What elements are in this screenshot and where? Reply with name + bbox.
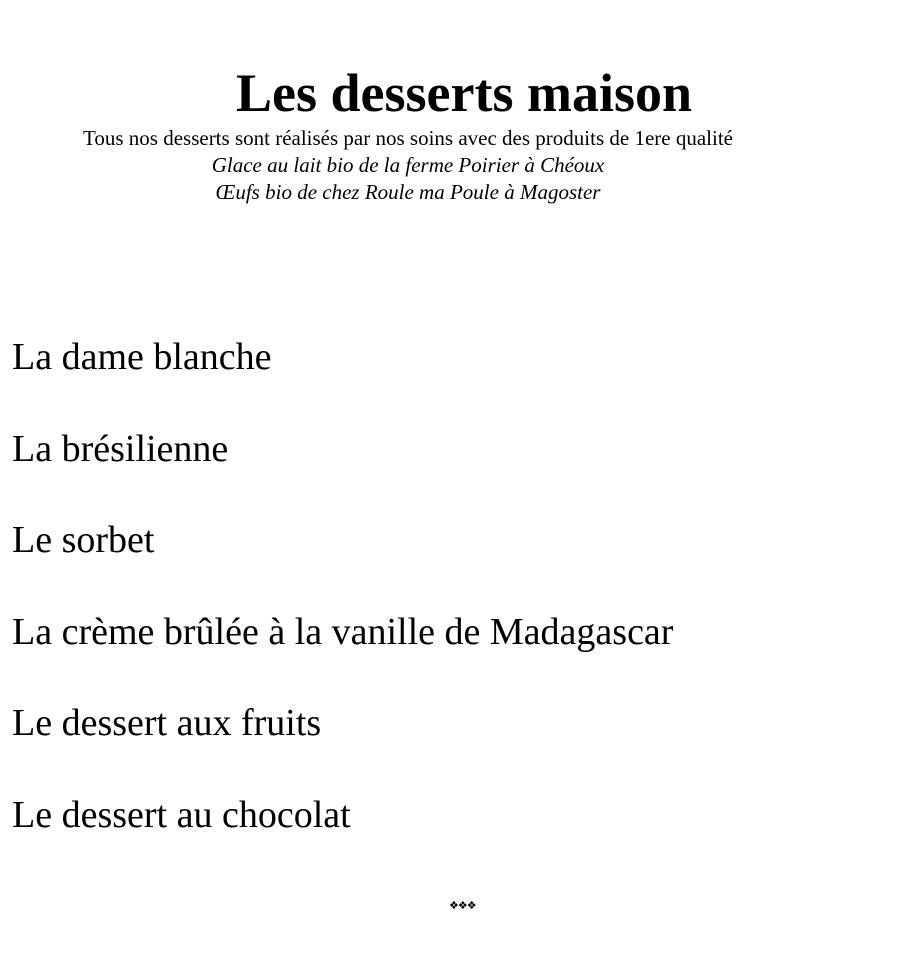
dessert-item-bresilienne: La brésilienne (12, 427, 229, 470)
intro-block (0, 125, 816, 206)
eggs-source: Œufs bio de chez Roule ma Poule à Magoster (215, 180, 601, 204)
dessert-item-chocolat: Le dessert au chocolat (12, 793, 351, 836)
page-title: Les desserts maison (236, 63, 692, 123)
ornament-divider: ❖❖❖ (449, 900, 476, 912)
dessert-item-dame-blanche: La dame blanche (12, 336, 272, 378)
dessert-item-creme-brulee: La crème brûlée à la vanille de Madagascar (12, 610, 674, 653)
dessert-item-fruits: Le dessert aux fruits (12, 702, 322, 744)
dessert-item-sorbet: Le sorbet (12, 519, 155, 561)
ice-cream-source: Glace au lait bio de la ferme Poirier à Chéoux (211, 153, 605, 177)
dessert-list (12, 334, 673, 883)
quality-statement: Tous nos desserts sont réalisés par nos soins avec des produits de 1ere qualité (83, 126, 733, 150)
